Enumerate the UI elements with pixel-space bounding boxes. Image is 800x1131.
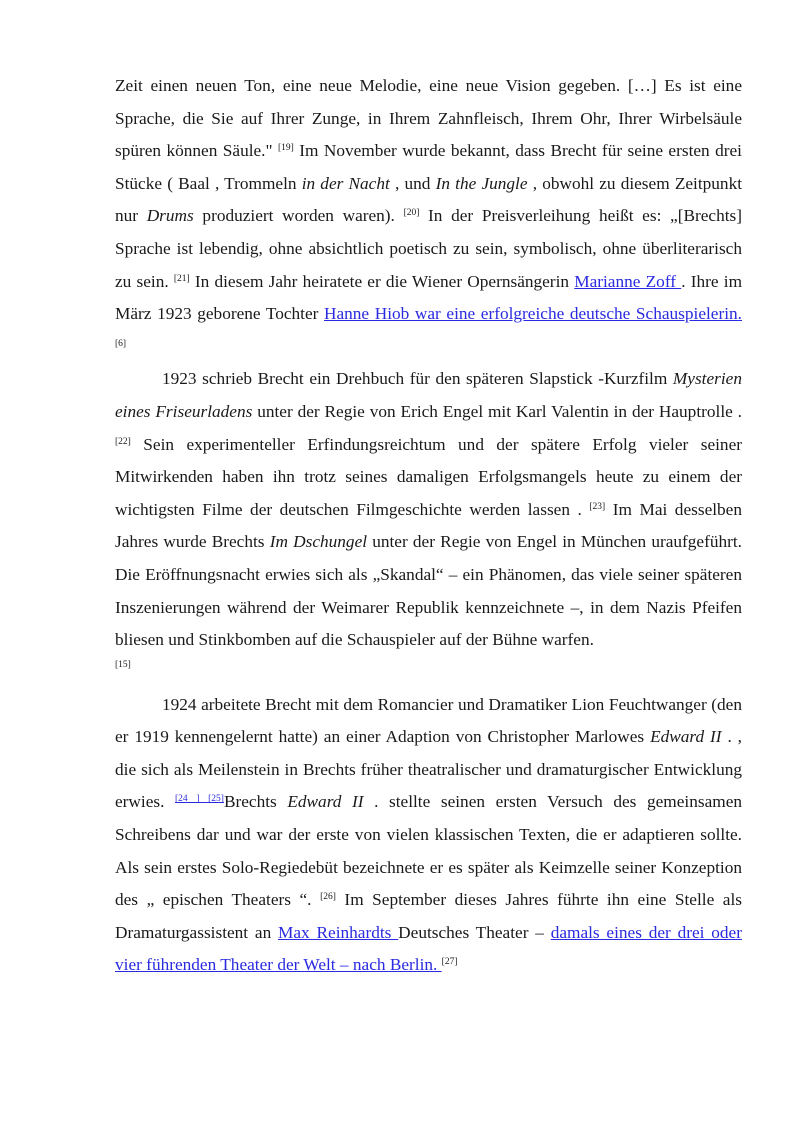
text: , und	[389, 173, 436, 193]
footnote-ref-27[interactable]: [27]	[441, 957, 458, 968]
italic-title: In the Jungle	[435, 173, 528, 193]
footnote-ref-19[interactable]: [19]	[277, 143, 294, 154]
italic-title: in der Nacht	[301, 173, 390, 193]
text: Im September dieses Jahres führte ihn eine Stelle als Dramaturgassistent an	[115, 890, 742, 942]
text: Zeit einen neuen Ton, eine neue Melodie, eine neue Vision gegeben. […] Es ist eine Sprache, die Sie auf Ihrer Zunge, in Ihrem Zahnfleisch, Ihrem Ohr, Ihrer Wirbelsäule spüren können Säule."	[115, 76, 742, 161]
footnote-ref-22[interactable]: [22]	[115, 436, 131, 447]
link-fuehrende-theater[interactable]: damals eines der drei oder vier führenden Theater der Welt – nach Berlin.	[115, 922, 742, 975]
text: Sein experimenteller Erfindungsreichtum und der spätere Erfolg vieler seiner Mitwirkenden haben ihn trotz seines damaligen Erfolgsmangels heute zu einem der wichtigsten Filme der deutschen Filmgeschichte werden lassen .	[115, 434, 742, 519]
text: Im Mai desselben Jahres wurde Brechts	[115, 499, 742, 552]
text: Im November wurde bekannt, dass Brecht für seine ersten drei Stücke ( Baal , Trommeln	[115, 141, 742, 193]
footnote-ref-24-25[interactable]: [24 ] [25]	[175, 794, 224, 805]
italic-title: Mysterien eines Friseurladens	[115, 369, 742, 421]
footnote-ref-6[interactable]: [6]	[115, 338, 127, 349]
footnote-ref-26[interactable]: [26]	[320, 892, 336, 903]
link-hanne-hiob[interactable]: Hanne Hiob war eine erfolgreiche deutsche Schauspielerin.	[324, 304, 742, 324]
italic-title: Edward II	[287, 792, 364, 812]
text: 1923 schrieb Brecht ein Drehbuch für den späteren Slapstick -Kurzfilm	[162, 369, 673, 389]
text: In der Preisverleihung heißt es: „[Brechts] Sprache ist lebendig, ohne absichtlich poetisch zu sein, symbolisch, ohne überliterarisch zu sein.	[115, 206, 742, 291]
footnote-ref-23[interactable]: [23]	[589, 501, 606, 512]
footnote-ref-21[interactable]: [21]	[173, 273, 190, 284]
text: unter der Regie von Erich Engel mit Karl Valentin in der Hauptrolle .	[252, 401, 742, 421]
italic-title: Im Dschungel	[269, 532, 368, 552]
document-page	[115, 70, 742, 982]
paragraph-3	[115, 689, 742, 982]
text: . Ihre im März 1923 geborene Tochter	[115, 271, 743, 324]
text: 1924 arbeitete Brecht mit dem Romancier und Dramatiker Lion Feuchtwanger (den er 1919 kennengelernt hatte) an einer Adaption von Christopher Marlowes	[115, 694, 742, 747]
italic-title: Drums	[146, 206, 194, 226]
text: . , die sich als Meilenstein in Brechts früher theatralischer und dramaturgischer Entwicklung erwies.	[115, 727, 743, 812]
footnote-ref-20[interactable]: [20]	[403, 208, 420, 219]
text: unter der Regie von Engel in München uraufgeführt. Die Eröffnungsnacht erwies sich als „Skandal“ – ein Phänomen, das viele seiner späteren Inszenierungen während der Weimarer Republik kennzeichnete –, in dem Nazis Pfeifen bliesen und Stinkbomben auf die Schauspieler auf der Bühne warfen.	[115, 532, 743, 650]
text: , obwohl zu diesem Zeitpunkt nur	[115, 173, 743, 226]
text: Deutsches Theater –	[398, 922, 551, 942]
link-max-reinhardt[interactable]: Max Reinhardts	[278, 922, 399, 942]
text: produziert worden waren).	[193, 206, 395, 226]
paragraph-2	[115, 363, 742, 656]
footnote-ref-15[interactable]: [15]	[115, 659, 131, 670]
text: Brechts	[223, 792, 288, 812]
link-marianne-zoff[interactable]: Marianne Zoff	[574, 271, 682, 291]
text: . stellte seinen ersten Versuch des gemeinsamen Schreibens dar und war der erste von vielen klassischen Texten, die er adaptieren sollte. Als sein erstes Solo-Regiedebüt bezeichnete er es später als Keimzelle seiner Konzeption des „ epischen Theaters “.	[115, 792, 743, 910]
text: In diesem Jahr heiratete er die Wiener Opernsängerin	[189, 271, 575, 291]
paragraph-1	[115, 70, 742, 363]
italic-title: Edward II	[650, 727, 722, 747]
